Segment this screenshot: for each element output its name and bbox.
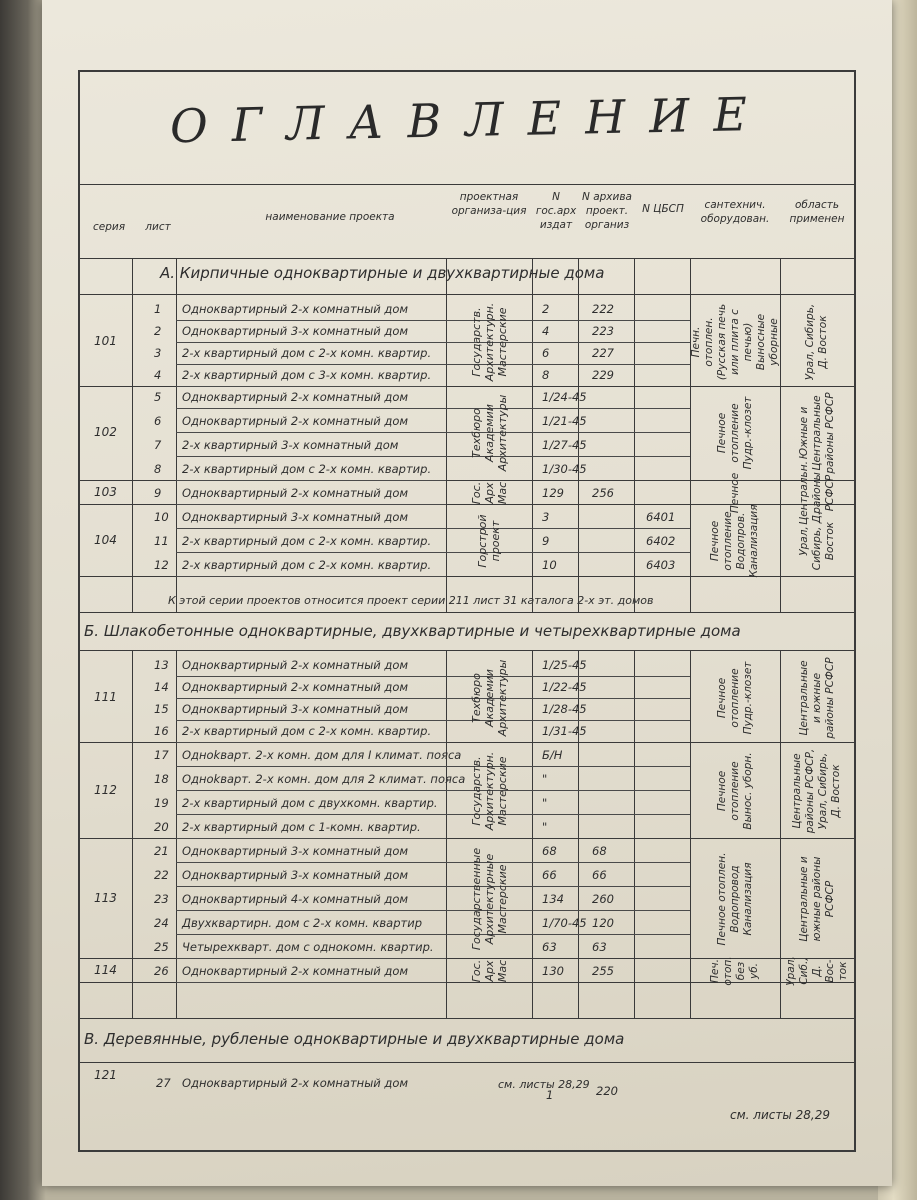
group-rule xyxy=(80,742,176,743)
series-number: 103 xyxy=(94,485,117,499)
row-gos-number: 68 xyxy=(542,844,557,858)
row-project-name: Одноkварт. 2-х комн. дом для 2 климат. пояса xyxy=(182,772,466,786)
header-sheet: лист xyxy=(145,221,171,233)
row-cbsp-number: 6401 xyxy=(646,510,676,524)
group-rule xyxy=(80,982,176,983)
column-rule xyxy=(690,650,691,1018)
row-gos-number: 9 xyxy=(542,534,550,548)
series-number: 112 xyxy=(94,783,117,797)
row-gos-number: 1/30-45 xyxy=(542,462,587,476)
row-project-name: 2-х квартирный дом с 2-х комн. квартир. xyxy=(182,462,432,476)
section-v-heading: В. Деревянные, рубленые одноквартирные и двухквартирные дома xyxy=(84,1030,625,1048)
row-archive-number: 222 xyxy=(592,302,614,316)
column-rule xyxy=(446,650,447,1018)
row-gos-number: 1/31-45 xyxy=(542,724,587,738)
group-rule xyxy=(446,838,854,839)
row-archive-number: 255 xyxy=(592,964,614,978)
row-sheet-number: 8 xyxy=(154,462,162,476)
series-number: 113 xyxy=(94,891,117,905)
row-gos-number: 8 xyxy=(542,368,550,382)
rule xyxy=(80,612,854,613)
group-application-area: Центральн. районы РСФСР xyxy=(797,461,836,525)
row-sheet-number: 10 xyxy=(154,510,169,524)
column-rule xyxy=(634,650,635,1018)
row-rule xyxy=(176,886,690,887)
header-organization: проектная организа-ция xyxy=(451,191,527,217)
row-rule xyxy=(176,552,690,553)
section-b-heading: Б. Шлакобетонные одноквартирные, двухквартирные и четырехквартирные дома xyxy=(84,622,741,640)
header-santech: сантехнич. оборудован. xyxy=(700,199,770,225)
group-organization: Гос. Арх Мас xyxy=(469,481,509,505)
row-archive-number: 120 xyxy=(592,916,614,930)
row-project-name: Одноквартирный 2-х комнатный дом xyxy=(182,414,409,428)
group-application-area: Урал, Сиб., Д. Вос- ток xyxy=(784,956,849,986)
row-sheet-number: 14 xyxy=(154,680,169,694)
row-sheet-number: 17 xyxy=(154,748,169,762)
row-rule xyxy=(176,720,690,721)
row-rule xyxy=(176,698,690,699)
row-sheet-number: 2 xyxy=(154,324,162,338)
row-sheet-number: 18 xyxy=(154,772,169,786)
contents-table-frame xyxy=(78,70,856,1152)
header-cbsp: N ЦБСП xyxy=(642,203,684,215)
row-sheet-number: 26 xyxy=(154,964,169,978)
row-rule xyxy=(176,934,690,935)
rule xyxy=(80,184,854,185)
group-santech: Печное отопление Пудр.-клозет xyxy=(715,396,754,470)
column-rule xyxy=(176,650,177,1018)
header-gos-arch: N гос.арх издат xyxy=(535,191,577,231)
row-gos-number: 66 xyxy=(542,868,557,882)
row-archive-number: 229 xyxy=(592,368,614,382)
row-project-name: Одноkварт. 2-х комн. дом для I климат. пояса xyxy=(182,748,462,762)
row-sheet-number: 7 xyxy=(154,438,162,452)
row-sheet-number: 13 xyxy=(154,658,169,672)
rule xyxy=(80,1062,854,1063)
row-archive-number: 68 xyxy=(592,844,607,858)
column-rule xyxy=(532,650,533,1018)
series-number: 101 xyxy=(94,334,117,348)
column-rule xyxy=(634,258,635,612)
column-rule xyxy=(176,258,177,612)
group-santech: Печн. отоплен. (Русская печь или плита с печью) Выносные уборные xyxy=(689,303,780,381)
row-gos-number: " xyxy=(542,796,548,810)
row-project-name: Одноквартирный 2-х комнатный дом xyxy=(182,390,409,404)
row-project-name: Одноквартирный 3-х комнатный дом xyxy=(182,510,409,524)
row-gos-number: 1/21-45 xyxy=(542,414,587,428)
row-archive-number: 256 xyxy=(592,486,614,500)
group-application-area: Центральные и южные районы РСФСР xyxy=(797,856,836,942)
row-rule xyxy=(176,432,690,433)
group-rule xyxy=(446,742,854,743)
row-rule xyxy=(176,342,690,343)
group-organization: Горстрой проект xyxy=(476,514,502,568)
group-santech: Печное отопление Пудр.-клозет xyxy=(715,661,754,735)
row-gos-number: " xyxy=(542,820,548,834)
group-rule xyxy=(446,576,854,577)
group-application-area: Центральные и южные районы РСФСР xyxy=(797,657,836,739)
row-sheet-number: 20 xyxy=(154,820,169,834)
group-rule xyxy=(80,838,176,839)
row-archive-number: 227 xyxy=(592,346,614,360)
series-number: 111 xyxy=(94,690,117,704)
rule xyxy=(80,294,854,295)
row-project-name: 2-х квартирный дом с 2-х комн. квартир. xyxy=(182,558,432,572)
row-project-name: 2-х квартирный дом с 1-комн. квартир. xyxy=(182,820,421,834)
row-archive-number: 66 xyxy=(592,868,607,882)
row-archive-number: 260 xyxy=(592,892,614,906)
row-gos-number: 130 xyxy=(542,964,564,978)
row-archive-number: 63 xyxy=(592,940,607,954)
row-archive-number: 220 xyxy=(596,1084,618,1098)
header-series: серия xyxy=(92,221,126,233)
row-project-name: Четырехкварт. дом с однокомн. квартир. xyxy=(182,940,434,954)
row-project-name: 2-х квартирный дом с 3-х комн. квартир. xyxy=(182,368,432,382)
rule xyxy=(80,650,854,651)
row-rule xyxy=(176,766,690,767)
group-rule xyxy=(80,958,176,959)
row-project-name: Одноквартирный 3-х комнатный дом xyxy=(182,702,409,716)
row-project-name: 2-х квартирный дом с двухкомн. квартир. xyxy=(182,796,438,810)
row-project-name: Одноквартирный 4-х комнатный дом xyxy=(182,892,409,906)
row-sheet-number: 21 xyxy=(154,844,169,858)
row-gos-number: 1/24-45 xyxy=(542,390,587,404)
group-santech: Печное отопление Водопров. Канализация xyxy=(709,504,760,578)
group-organization: Техбюро Академии Архитектуры xyxy=(469,659,509,737)
row-rule xyxy=(176,814,690,815)
column-rule xyxy=(532,258,533,612)
rule xyxy=(80,258,854,259)
column-rule xyxy=(132,258,133,612)
group-application-area: Южные и Центральные районы РСФСР xyxy=(797,392,836,474)
group-rule xyxy=(80,386,176,387)
row-archive-number: 223 xyxy=(592,324,614,338)
row-sheet-number: 15 xyxy=(154,702,169,716)
row-gos-number: 1/22-45 xyxy=(542,680,587,694)
row-project-name: Одноквартирный 3-х комнатный дом xyxy=(182,324,409,338)
row-project-name: Одноквартирный 3-х комнатный дом xyxy=(182,844,409,858)
row-project-name: Одноквартирный 2-х комнатный дом xyxy=(182,486,409,500)
row-cbsp-number: 6402 xyxy=(646,534,676,548)
column-rule xyxy=(132,650,133,1018)
row-project-name: Одноквартирный 2-х комнатный дом xyxy=(182,680,409,694)
row-sheet-number: 12 xyxy=(154,558,169,572)
row-sheet-number: 1 xyxy=(154,302,162,316)
row-project-name: 2-х квартирный дом с 2-х комн. квартир. xyxy=(182,534,432,548)
group-organization: Государств. Архитектурн. Мастерские xyxy=(469,751,509,831)
row-project-name: 2-х квартирный дом с 2-х комн. квартир. xyxy=(182,724,432,738)
group-rule xyxy=(80,504,176,505)
group-santech: Печное отопление Вынос. уборн. xyxy=(715,752,754,830)
group-organization: Гос. Арх Мас xyxy=(469,959,509,983)
row-sheet-number: 5 xyxy=(154,390,162,404)
row-rule xyxy=(176,408,690,409)
row-rule xyxy=(176,790,690,791)
row-gos-number: 2 xyxy=(542,302,550,316)
row-gos-number: 129 xyxy=(542,486,564,500)
row-rule xyxy=(176,910,690,911)
rule xyxy=(80,1018,854,1019)
row-rule xyxy=(176,528,690,529)
row-sheet-number: 23 xyxy=(154,892,169,906)
row-gos-number: 3 xyxy=(542,510,550,524)
series-number: 102 xyxy=(94,425,117,439)
row-rule xyxy=(176,320,690,321)
series-number: 104 xyxy=(94,533,117,547)
row-rule xyxy=(176,364,690,365)
row-sheet-number: 3 xyxy=(154,346,162,360)
row-project-name: Двухквартирн. дом с 2-х комн. квартир xyxy=(182,916,423,930)
header-project-name: наименование проекта xyxy=(265,211,395,223)
row-gos-number: 6 xyxy=(542,346,550,360)
row-gos-number: 1/27-45 xyxy=(542,438,587,452)
row-sheet-number: 27 xyxy=(156,1076,171,1090)
row-sheet-number: 6 xyxy=(154,414,162,428)
row-sheet-number: 19 xyxy=(154,796,169,810)
row-rule xyxy=(176,676,690,677)
row-sheet-number: 25 xyxy=(154,940,169,954)
footer-reference: см. листы 28,29 xyxy=(730,1108,830,1122)
row-sheet-number: 4 xyxy=(154,368,162,382)
section-a-heading: А. Кирпичные одноквартирные и двухквартирные дома xyxy=(160,264,605,282)
row-27-org: см. листы 28,29 xyxy=(498,1078,590,1091)
column-rule xyxy=(446,258,447,612)
row-sheet-number: 16 xyxy=(154,724,169,738)
series-number: 114 xyxy=(94,963,117,977)
header-area: область применен xyxy=(789,199,845,225)
row-project-name: Одноквартирный 2-х комнатный дом xyxy=(182,1076,409,1090)
row-project-name: 2-х квартирный 3-х комнатный дом xyxy=(182,438,399,452)
row-gos-number: 134 xyxy=(542,892,564,906)
row-project-name: 2-х квартирный дом с 2-х комн. квартир. xyxy=(182,346,432,360)
row-gos-number: 1/70-45 xyxy=(542,916,587,930)
row-project-name: Одноквартирный 2-х комнатный дом xyxy=(182,964,409,978)
group-santech: Печное отоплен. Водопровод Канализация xyxy=(715,852,754,946)
row-gos-number: 63 xyxy=(542,940,557,954)
group-application-area: Урал, Сибирь, Д. Восток xyxy=(804,303,829,381)
row-rule xyxy=(176,456,690,457)
group-rule xyxy=(80,576,176,577)
group-application-area: Урал, Сибирь, Д. Восток xyxy=(797,511,836,571)
column-rule xyxy=(578,258,579,612)
group-rule xyxy=(446,386,854,387)
row-gos-number: 1 xyxy=(546,1088,554,1102)
group-rule xyxy=(80,480,176,481)
row-sheet-number: 9 xyxy=(154,486,162,500)
row-sheet-number: 24 xyxy=(154,916,169,930)
group-santech: Печ. отоп. без уб. xyxy=(709,956,760,986)
row-gos-number: 10 xyxy=(542,558,557,572)
row-sheet-number: 11 xyxy=(154,534,169,548)
series-121: 121 xyxy=(94,1068,117,1082)
group-application-area: Центральные районы РСФСР, Урал, Сибирь, Д. Восток xyxy=(791,748,842,834)
page-title: ОГЛАВЛЕНИЕ xyxy=(169,86,772,154)
row-cbsp-number: 6403 xyxy=(646,558,676,572)
row-gos-number: 1/28-45 xyxy=(542,702,587,716)
header-archive: N архива проект. организ xyxy=(582,191,632,231)
row-gos-number: 4 xyxy=(542,324,550,338)
row-gos-number: 1/25-45 xyxy=(542,658,587,672)
row-gos-number: " xyxy=(542,772,548,786)
row-gos-number: Б/Н xyxy=(542,748,563,762)
row-project-name: Одноквартирный 3-х комнатный дом xyxy=(182,868,409,882)
group-organization: Государств. Архитектурн. Мастерские xyxy=(469,302,509,382)
row-project-name: Одноквартирный 2-х комнатный дом xyxy=(182,302,409,316)
series-104-note: К этой серии проектов относится проект серии 211 лист 31 каталога 2-х эт. домов xyxy=(168,594,654,607)
row-sheet-number: 22 xyxy=(154,868,169,882)
row-rule xyxy=(176,862,690,863)
group-organization: Техбюро Академии Архитектуры xyxy=(469,394,509,472)
group-organization: Государственные Архитектурные Мастерские xyxy=(469,847,509,951)
row-project-name: Одноквартирный 2-х комнатный дом xyxy=(182,658,409,672)
group-santech: Печное xyxy=(728,472,741,514)
